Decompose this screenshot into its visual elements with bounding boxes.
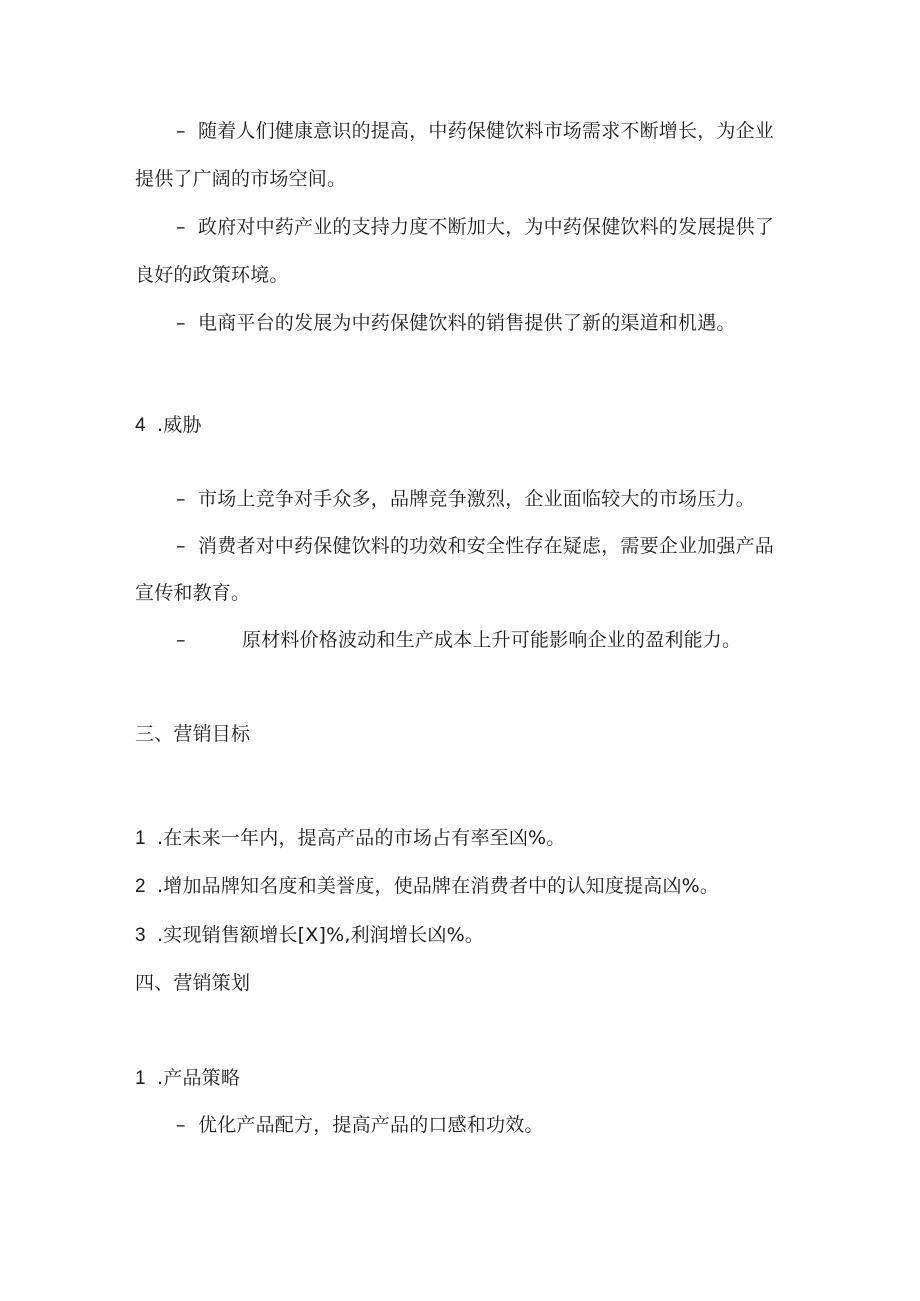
opportunity-item-1-line1 bbox=[176, 118, 774, 144]
threat-item-2-line2: 宣传和教育。 bbox=[135, 582, 251, 604]
heading-title: .威胁 bbox=[157, 414, 202, 436]
threats-heading bbox=[135, 412, 202, 439]
paragraph-text: 原材料价格波动和生产成本上升可能影响企业的盈利能力。 bbox=[242, 629, 742, 651]
threat-item-1-line1 bbox=[176, 486, 755, 512]
paragraph-text: 市场上竞争对手众多，品牌竞争激烈，企业面临较大的市场压力。 bbox=[198, 488, 755, 510]
opportunity-item-1-line2: 提供了广阔的市场空间。 bbox=[135, 168, 347, 190]
list-number: 3 bbox=[135, 925, 146, 946]
goal-item-2 bbox=[135, 873, 719, 900]
goal-item-1 bbox=[135, 825, 566, 852]
bullet-dash: – bbox=[176, 312, 186, 334]
list-number: 1 bbox=[135, 828, 146, 849]
product-strategy-item-1 bbox=[176, 1112, 544, 1138]
bullet-dash: – bbox=[176, 535, 186, 557]
paragraph-text: 随着人们健康意识的提高，中药保健饮料市场需求不断增长，为企业 bbox=[198, 120, 775, 142]
list-text: .增加品牌知名度和美誉度，使品牌在消费者中的认知度提高凶%。 bbox=[157, 875, 720, 897]
paragraph-text: 政府对中药产业的支持力度不断加大，为中药保健饮料的发展提供了 bbox=[198, 216, 775, 238]
heading-title: .产品策略 bbox=[157, 1067, 241, 1089]
threat-item-2-line1 bbox=[176, 533, 774, 559]
threat-item-3-line1 bbox=[176, 627, 741, 653]
bullet-dash: – bbox=[176, 629, 186, 651]
list-text: .实现销售额增长[X]%,利润增长凶%。 bbox=[157, 924, 485, 946]
list-number: 2 bbox=[135, 876, 146, 897]
bullet-dash: – bbox=[176, 120, 186, 142]
section-4-title: 四、营销策划 bbox=[135, 972, 251, 994]
paragraph-text: 电商平台的发展为中药保健饮料的销售提供了新的渠道和机遇。 bbox=[198, 312, 736, 334]
paragraph-text: 优化产品配方，提高产品的口感和功效。 bbox=[198, 1114, 544, 1136]
opportunity-item-2-line1 bbox=[176, 214, 774, 240]
heading-number: 1 bbox=[135, 1068, 146, 1089]
bullet-dash: – bbox=[176, 216, 186, 238]
goal-item-3 bbox=[135, 922, 484, 949]
section-3-title: 三、营销目标 bbox=[135, 723, 251, 745]
product-strategy-heading bbox=[135, 1065, 240, 1092]
heading-number: 4 bbox=[135, 415, 146, 436]
opportunity-item-3-line1 bbox=[176, 310, 736, 336]
bullet-dash: – bbox=[176, 488, 186, 510]
paragraph-text: 消费者对中药保健饮料的功效和安全性存在疑虑，需要企业加强产品 bbox=[198, 535, 775, 557]
opportunity-item-2-line2: 良好的政策环境。 bbox=[135, 264, 289, 286]
list-text: .在未来一年内，提高产品的市场占有率至凶%。 bbox=[157, 827, 566, 849]
bullet-dash: – bbox=[176, 1114, 186, 1136]
